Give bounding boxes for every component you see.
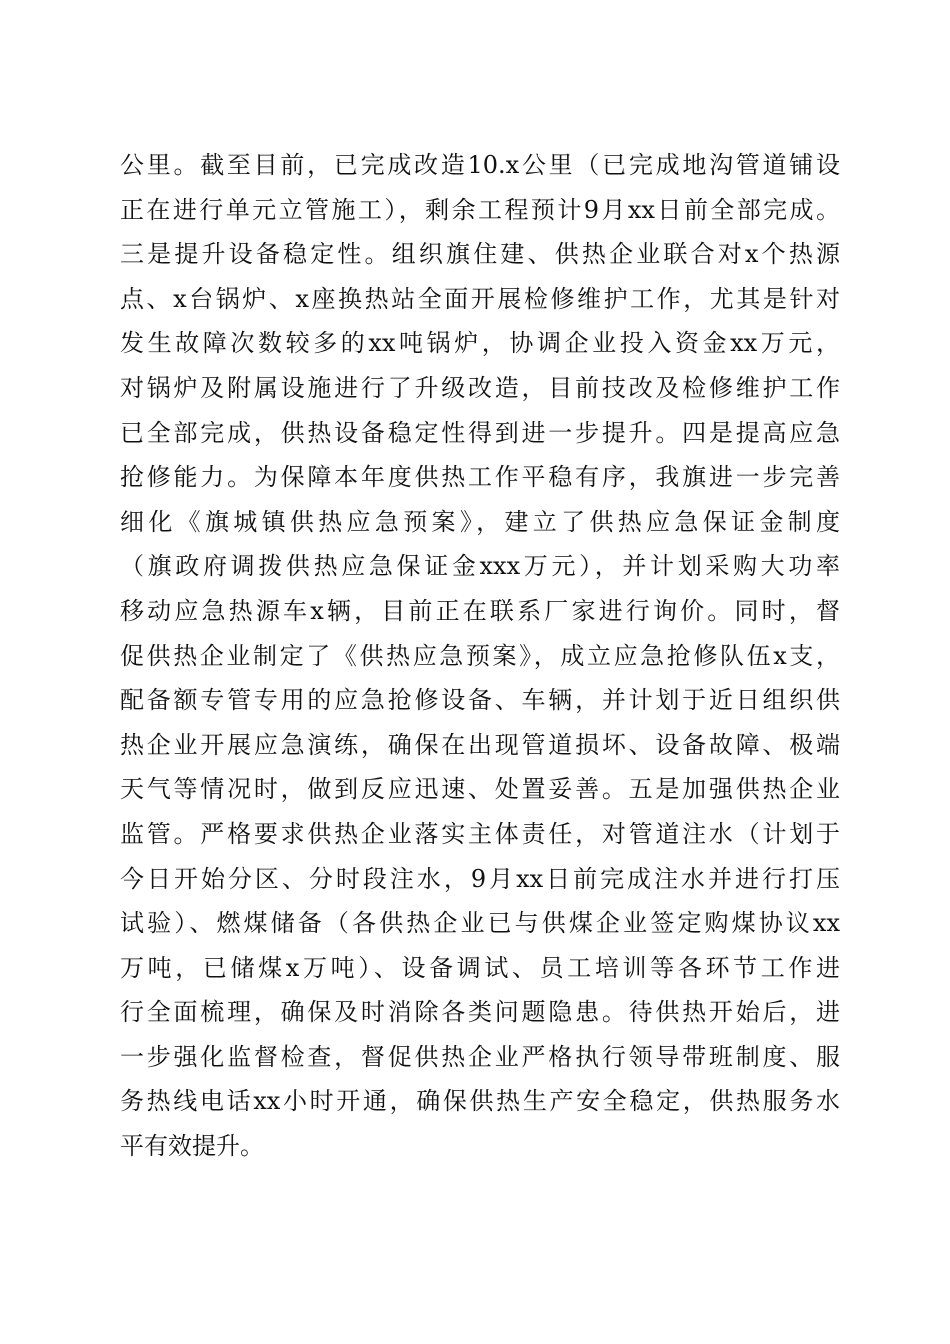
text-line: 发生故障次数较多的xx吨锅炉，协调企业投入资金xx万元， (120, 329, 840, 358)
text-line: （旗政府调拨供热应急保证金xxx万元），并计划采购大功率 (120, 552, 840, 581)
text-line: 三是提升设备稳定性。组织旗住建、供热企业联合对x个热源 (120, 240, 840, 269)
text-line: 热企业开展应急演练，确保在出现管道损坏、设备故障、极端 (120, 730, 840, 759)
text-line: 务热线电话xx小时开通，确保供热生产安全稳定，供热服务水 (120, 1087, 840, 1116)
body-paragraph (120, 143, 840, 1169)
text-line: 配备额专管专用的应急抢修设备、车辆，并计划于近日组织供 (120, 686, 840, 715)
text-line: 监管。严格要求供热企业落实主体责任，对管道注水（计划于 (120, 819, 840, 848)
text-line: 天气等情况时，做到反应迅速、处置妥善。五是加强供热企业 (120, 775, 840, 804)
text-line: 正在进行单元立管施工），剩余工程预计9月xx日前全部完成。 (120, 195, 840, 224)
text-line: 公里。截至目前，已完成改造10.x公里（已完成地沟管道铺设 (120, 151, 840, 179)
text-line: 点、x台锅炉、x座换热站全面开展检修维护工作，尤其是针对 (120, 284, 840, 313)
text-line: 移动应急热源车x辆，目前正在联系厂家进行询价。同时，督 (120, 596, 840, 625)
text-line: 抢修能力。为保障本年度供热工作平稳有序，我旗进一步完善 (120, 463, 840, 492)
text-line: 试验）、燃煤储备（各供热企业已与供煤企业签定购煤协议xx (120, 909, 840, 938)
text-line: 促供热企业制定了《供热应急预案》，成立应急抢修队伍x支， (120, 641, 840, 670)
text-line: 万吨，已储煤x万吨）、设备调试、员工培训等各环节工作进 (120, 953, 840, 982)
text-line: 行全面梳理，确保及时消除各类问题隐患。待供热开始后，进 (120, 998, 840, 1027)
text-line: 对锅炉及附属设施进行了升级改造，目前技改及检修维护工作 (120, 373, 840, 402)
text-line: 细化《旗城镇供热应急预案》，建立了供热应急保证金制度 (120, 507, 840, 536)
text-line: 一步强化监督检查，督促供热企业严格执行领导带班制度、服 (120, 1042, 840, 1071)
text-line: 今日开始分区、分时段注水，9月xx日前完成注水并进行打压 (120, 864, 840, 893)
text-line: 平有效提升。 (120, 1132, 264, 1161)
text-line: 已全部完成，供热设备稳定性得到进一步提升。四是提高应急 (120, 418, 840, 447)
